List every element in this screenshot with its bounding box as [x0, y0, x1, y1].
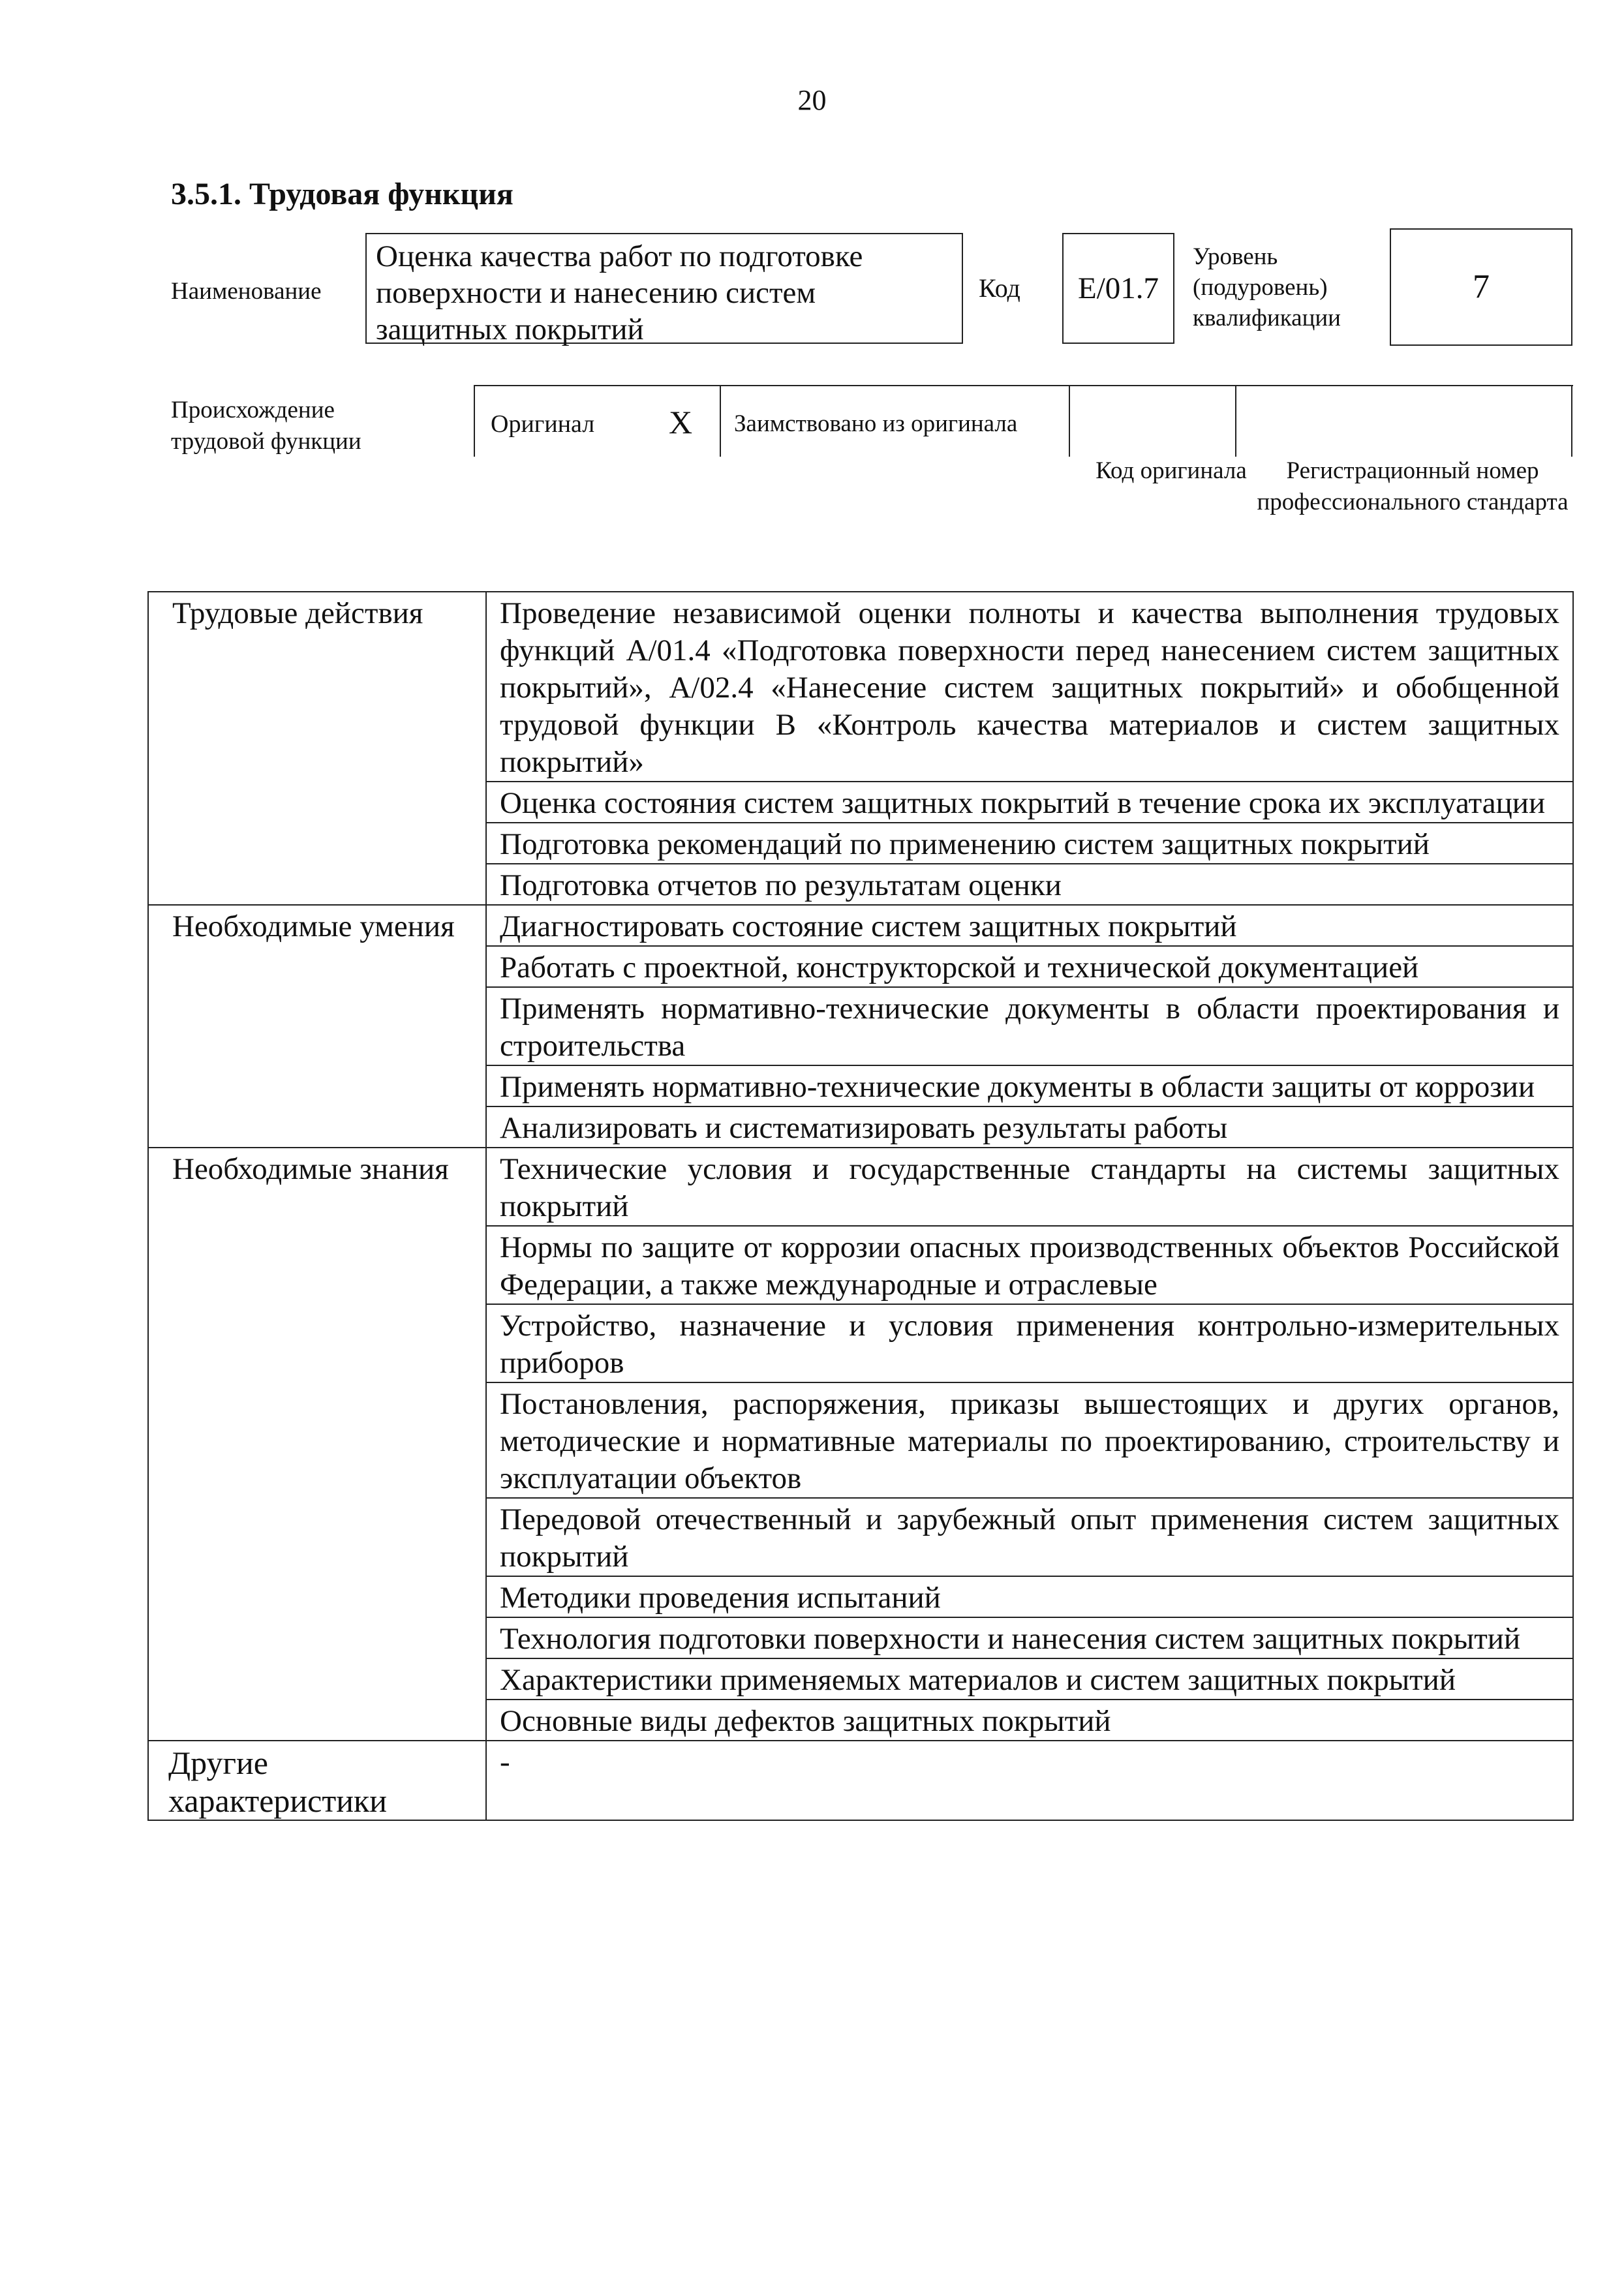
list-item: Постановления, распоряжения, приказы вышестоящих и других органов, методические и нормативные материалы по проектированию, строительству и эксплуатации объектов	[486, 1382, 1573, 1498]
list-item: Работать с проектной, конструкторской и технической документацией	[486, 946, 1573, 987]
origin-divider	[1069, 385, 1070, 457]
section-title: 3.5.1. Трудовая функция	[171, 177, 513, 211]
page-number: 20	[797, 84, 827, 116]
list-item: Характеристики применяемых материалов и систем защитных покрытий	[486, 1658, 1573, 1700]
list-item: Основные виды дефектов защитных покрытий	[486, 1700, 1573, 1741]
list-item: Оценка состояния систем защитных покрытий в течение срока их эксплуатации	[486, 782, 1573, 823]
table-row	[148, 1741, 1573, 1820]
name-label: Наименование	[171, 278, 322, 305]
origin-label	[171, 395, 406, 457]
list-item: Передовой отечественный и зарубежный опыт применения систем защитных покрытий	[486, 1498, 1573, 1576]
list-item: Анализировать и систематизировать результаты работы	[486, 1106, 1573, 1148]
origin-divider	[1235, 385, 1236, 457]
qualification-level-box: 7	[1390, 228, 1572, 346]
list-item: Устройство, назначение и условия применения контрольно-измерительных приборов	[486, 1304, 1573, 1382]
level-label	[1193, 241, 1375, 333]
list-item: Применять нормативно-технические документы в области защиты от коррозии	[486, 1065, 1573, 1106]
table-row	[148, 905, 1573, 946]
origin-divider	[474, 385, 475, 457]
original-mark: X	[669, 404, 693, 440]
origin-divider	[1571, 385, 1572, 457]
list-item: Проведение независимой оценки полноты и качества выполнения трудовых функций A/01.4 «Подготовка поверхности перед нанесением систем защитных покрытий», A/02.4 «Нанесение систем защитных покрытий» и обобщенной трудовой функции B «Контроль качества материалов и систем защитных покрытий»	[486, 592, 1573, 782]
category-cell: Другие характеристики	[148, 1741, 486, 1820]
list-item: Подготовка рекомендаций по применению систем защитных покрытий	[486, 823, 1573, 864]
list-item: Применять нормативно-технические документы в области проектирования и строительства	[486, 987, 1573, 1065]
origin-label-text: Происхождение трудовой функции	[171, 397, 361, 455]
original-option: Оригинал	[491, 410, 595, 438]
list-item: Нормы по защите от коррозии опасных производственных объектов Российской Федерации, а также международные и отраслевые	[486, 1226, 1573, 1304]
code-label: Код	[979, 273, 1020, 303]
level-label-text: Уровень (подуровень) квалификации	[1193, 243, 1341, 331]
origin-row-border	[474, 385, 1573, 458]
list-item: Методики проведения испытаний	[486, 1576, 1573, 1617]
borrowed-option: Заимствовано из оригинала	[734, 410, 1018, 437]
origin-divider	[720, 385, 721, 457]
table-row	[148, 592, 1573, 782]
function-name-box: Оценка качества работ по подготовке поверхности и нанесению систем защитных покрытий	[365, 233, 963, 344]
list-item: Подготовка отчетов по результатам оценки	[486, 864, 1573, 905]
list-item: Технические условия и государственные стандарты на системы защитных покрытий	[486, 1148, 1573, 1226]
list-item: -	[486, 1741, 1573, 1820]
list-item: Технология подготовки поверхности и нанесения систем защитных покрытий	[486, 1617, 1573, 1658]
category-cell: Необходимые знания	[148, 1148, 486, 1741]
list-item: Диагностировать состояние систем защитных покрытий	[486, 905, 1573, 946]
reg-number-caption: Регистрационный номер профессионального стандарта	[1257, 457, 1569, 515]
table-row	[148, 1148, 1573, 1226]
category-cell: Необходимые умения	[148, 905, 486, 1148]
category-cell: Трудовые действия	[148, 592, 486, 905]
code-original-caption: Код оригинала	[1095, 457, 1247, 484]
function-code-box: E/01.7	[1062, 233, 1174, 344]
competency-table	[147, 591, 1574, 1821]
